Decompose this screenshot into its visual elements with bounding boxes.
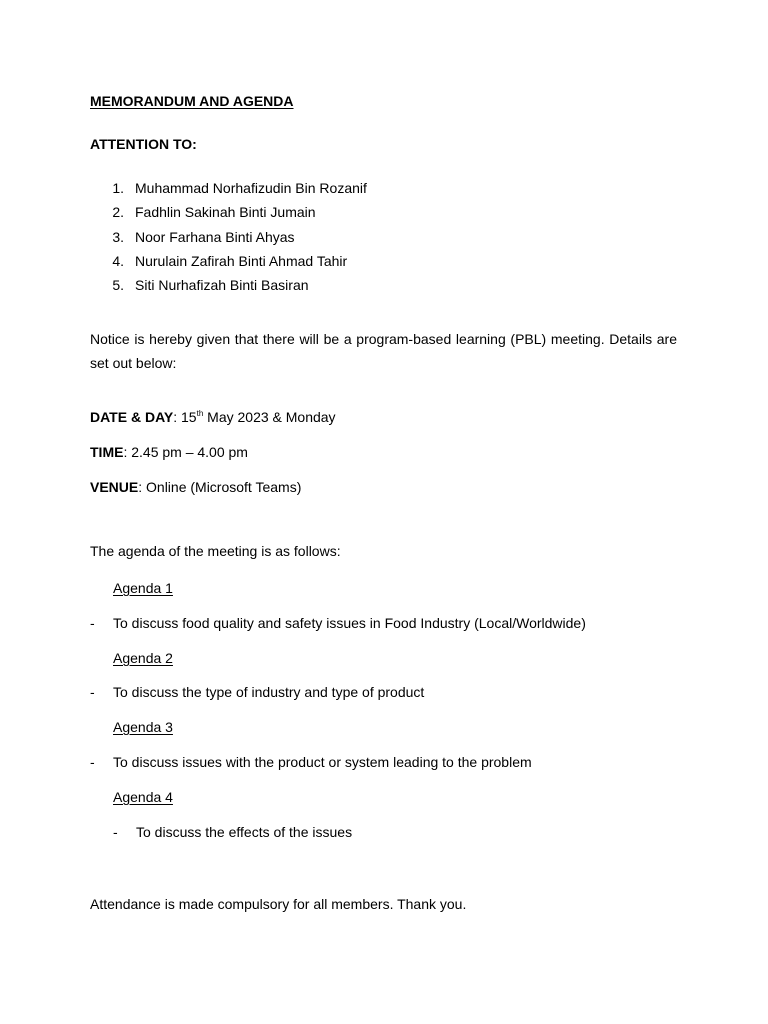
date-day-label: DATE & DAY	[90, 409, 174, 425]
venue-label: VENUE	[90, 479, 139, 495]
bullet-dash: -	[113, 824, 118, 840]
agenda-text: To discuss the type of industry and type of product	[113, 684, 425, 700]
agenda-text: To discuss food quality and safety issues in Food Industry (Local/Worldwide)	[113, 615, 586, 631]
recipient-name: Fadhlin Sakinah Binti Jumain	[135, 204, 316, 220]
list-number: 3.	[112, 229, 124, 245]
attention-heading: ATTENTION TO:	[90, 136, 197, 152]
agenda-heading: Agenda 3	[113, 719, 173, 735]
venue-line	[90, 479, 301, 495]
list-number: 5.	[112, 277, 124, 293]
recipient-name: Noor Farhana Binti Ahyas	[135, 229, 295, 245]
time-value: : 2.45 pm – 4.00 pm	[123, 444, 248, 460]
date-day-number: : 15	[173, 409, 197, 425]
closing-note: Attendance is made compulsory for all members. Thank you.	[90, 896, 467, 912]
list-number: 1.	[112, 180, 124, 196]
notice-line-1: Notice is hereby given that there will be a program-based learning (PBL) meeting. Details are	[90, 331, 677, 347]
list-number: 2.	[112, 204, 124, 220]
venue-value: : Online (Microsoft Teams)	[138, 479, 302, 495]
agenda-heading: Agenda 2	[113, 650, 173, 666]
time-label: TIME	[90, 444, 124, 460]
recipient-name: Muhammad Norhafizudin Bin Rozanif	[135, 180, 367, 196]
agenda-heading: Agenda 4	[113, 789, 173, 805]
time-line	[90, 444, 248, 460]
date-day-suffix: th	[196, 409, 204, 418]
bullet-dash: -	[90, 754, 95, 770]
agenda-text: To discuss issues with the product or system leading to the problem	[113, 754, 532, 770]
bullet-dash: -	[90, 684, 95, 700]
agenda-intro: The agenda of the meeting is as follows:	[90, 543, 341, 559]
list-number: 4.	[112, 253, 124, 269]
memo-title: MEMORANDUM AND AGENDA	[90, 93, 294, 109]
recipient-name: Siti Nurhafizah Binti Basiran	[135, 277, 309, 293]
date-day-value: May 2023 & Monday	[203, 409, 336, 425]
agenda-heading: Agenda 1	[113, 580, 173, 596]
agenda-text: To discuss the effects of the issues	[136, 824, 353, 840]
notice-line-2: set out below:	[90, 355, 177, 371]
recipient-name: Nurulain Zafirah Binti Ahmad Tahir	[135, 253, 348, 269]
date-day-line	[90, 409, 336, 425]
bullet-dash: -	[90, 615, 95, 631]
